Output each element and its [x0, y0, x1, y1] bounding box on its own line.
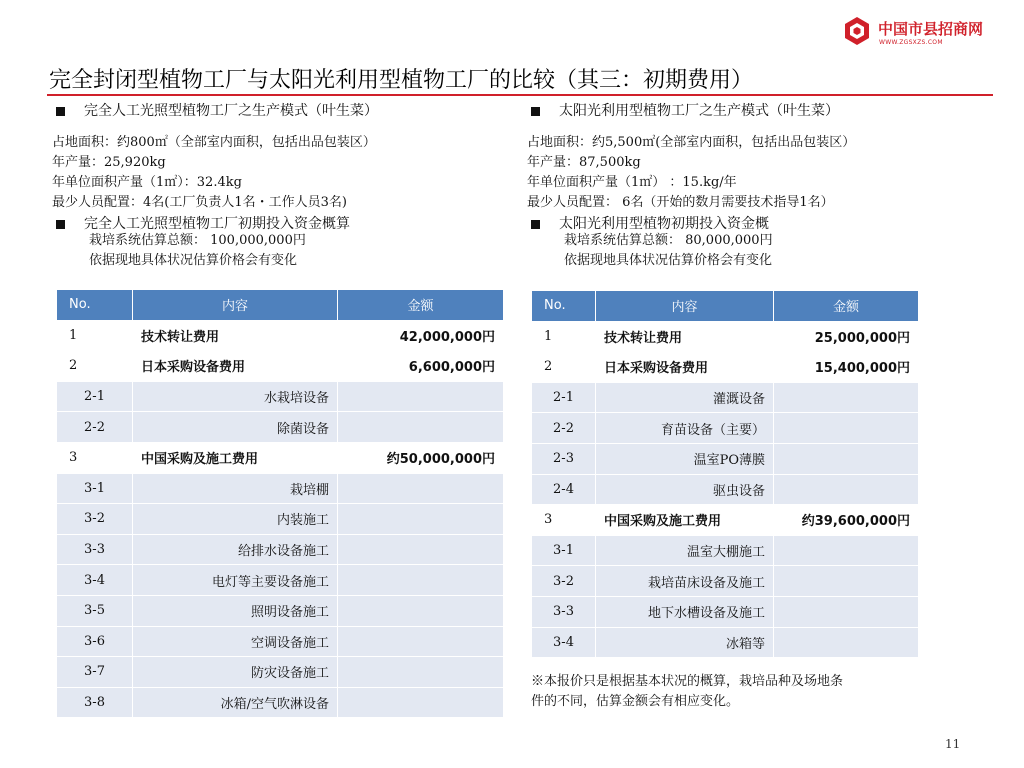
right-info2-line: 栽培系统估算总额： 80,000,000円: [564, 233, 773, 248]
table-row: [532, 474, 919, 505]
cell-no: 3: [57, 442, 133, 473]
cell-no: 2: [57, 351, 133, 382]
cell-no: 3-8: [57, 687, 133, 718]
cell-amount: [774, 566, 919, 597]
table-header-row: [57, 290, 504, 321]
left-heading: 完全人工光照型植物工厂之生产模式（叶生菜）: [52, 100, 504, 124]
logo-url: WWW.ZGSXZS.COM: [879, 39, 943, 46]
cell-amount: [338, 504, 504, 535]
cell-content: 栽培苗床设备及施工: [596, 566, 774, 597]
cell-no: 2-1: [532, 382, 596, 413]
cell-amount: 6,600,000円: [338, 351, 504, 382]
cell-amount: [338, 534, 504, 565]
cell-no: 2-4: [532, 474, 596, 505]
title-divider: [47, 94, 993, 96]
cell-content: 水栽培设备: [133, 381, 338, 412]
hexagon-logo-icon: [842, 16, 872, 46]
cell-amount: [774, 627, 919, 658]
cell-amount: 约39,600,000円: [774, 505, 919, 536]
table-row: [532, 627, 919, 658]
cell-amount: [338, 473, 504, 504]
site-logo[interactable]: [842, 14, 1002, 54]
cell-amount: [338, 626, 504, 657]
cell-no: 3-2: [57, 504, 133, 535]
left-info2-line: 依据现地具体状况估算价格会有变化: [89, 253, 298, 268]
left-cost-table: [56, 289, 504, 718]
table-row: [57, 412, 504, 443]
cell-no: 3-5: [57, 595, 133, 626]
cell-amount: [338, 687, 504, 718]
table-row: [532, 321, 919, 352]
cell-no: 3-1: [532, 535, 596, 566]
cell-content: 中国采购及施工费用: [133, 442, 338, 473]
right-heading: 太阳光利用型植物工厂之生产模式（叶生菜）: [527, 100, 947, 124]
header-no: No.: [532, 291, 596, 322]
table-row: [57, 626, 504, 657]
cell-amount: [338, 412, 504, 443]
cell-no: 1: [532, 321, 596, 352]
cell-content: 内装施工: [133, 504, 338, 535]
cell-no: 3-3: [57, 534, 133, 565]
page-title: 完全封闭型植物工厂与太阳光利用型植物工厂的比较（其三：初期费用）: [49, 68, 754, 93]
right-cost-table: [531, 290, 919, 658]
left-info2-line: 栽培系统估算总额： 100,000,000円: [89, 233, 306, 248]
cell-no: 1: [57, 320, 133, 351]
header-content: 内容: [133, 290, 338, 321]
cell-amount: [774, 474, 919, 505]
table-row: [532, 596, 919, 627]
table-row: [532, 413, 919, 444]
right-info-line: 最少人员配置： 6名（开始的数月需要技术指导1名）: [527, 195, 834, 210]
header-amount: 金额: [774, 291, 919, 322]
header-no: No.: [57, 290, 133, 321]
price-note: [531, 672, 951, 712]
cell-content: 技术转让费用: [133, 320, 338, 351]
note-line: ※本报价只是根据基本状况的概算，栽培品种及场地条: [531, 674, 844, 689]
left-info-2: [52, 231, 504, 271]
table-row: [532, 535, 919, 566]
right-info2-line: 依据现地具体状况估算价格会有变化: [564, 253, 773, 268]
right-info-line: 年产量：87,500kg: [527, 155, 641, 170]
cell-amount: [774, 535, 919, 566]
table-row: [532, 382, 919, 413]
cell-content: 冰箱等: [596, 627, 774, 658]
left-heading-2: 完全人工光照型植物工厂初期投入资金概算: [52, 213, 504, 237]
table-row: [57, 687, 504, 718]
right-heading-2: 太阳光利用型植物初期投入资金概: [527, 213, 947, 237]
cell-content: 栽培棚: [133, 473, 338, 504]
table-row: [532, 566, 919, 597]
cell-content: 育苗设备（主要）: [596, 413, 774, 444]
cell-no: 2-1: [57, 381, 133, 412]
cell-no: 3-6: [57, 626, 133, 657]
right-info-line: 年单位面积产量（1㎡） ：15.kg/年: [527, 175, 737, 190]
cell-no: 2: [532, 352, 596, 383]
left-info-line: 年产量：25,920kg: [52, 155, 166, 170]
header-amount: 金额: [338, 290, 504, 321]
table-row: [532, 443, 919, 474]
table-row: [532, 352, 919, 383]
cell-content: 给排水设备施工: [133, 534, 338, 565]
cell-no: 3-4: [57, 565, 133, 596]
right-info-2: [527, 231, 947, 271]
table-row: [57, 595, 504, 626]
cell-content: 驱虫设备: [596, 474, 774, 505]
cell-amount: [338, 381, 504, 412]
cell-content: 日本采购设备费用: [133, 351, 338, 382]
cell-amount: [774, 443, 919, 474]
cell-amount: 25,000,000円: [774, 321, 919, 352]
table-row: [57, 381, 504, 412]
table-row: [57, 534, 504, 565]
cell-amount: [338, 657, 504, 688]
cell-no: 3-4: [532, 627, 596, 658]
cell-content: 中国采购及施工费用: [596, 505, 774, 536]
left-section: [52, 100, 504, 271]
cell-amount: [774, 596, 919, 627]
cell-no: 3-7: [57, 657, 133, 688]
cell-content: 照明设备施工: [133, 595, 338, 626]
left-info-line: 占地面积：约800㎡（全部室内面积，包括出品包装区）: [52, 135, 376, 150]
cell-no: 2-2: [532, 413, 596, 444]
cell-content: 灌溉设备: [596, 382, 774, 413]
cell-amount: 约50,000,000円: [338, 442, 504, 473]
cell-no: 2-2: [57, 412, 133, 443]
right-info-line: 占地面积：约5,500㎡(全部室内面积，包括出品包装区）: [527, 135, 856, 150]
cell-amount: 42,000,000円: [338, 320, 504, 351]
cell-no: 3-2: [532, 566, 596, 597]
cell-content: 冰箱/空气吹淋设备: [133, 687, 338, 718]
table-row: [57, 473, 504, 504]
cell-no: 3: [532, 505, 596, 536]
cell-content: 除菌设备: [133, 412, 338, 443]
right-section: [527, 100, 947, 271]
cell-amount: [774, 382, 919, 413]
table-row: [57, 351, 504, 382]
cell-content: 技术转让费用: [596, 321, 774, 352]
cell-amount: 15,400,000円: [774, 352, 919, 383]
cell-no: 3-1: [57, 473, 133, 504]
page-number: 11: [945, 737, 961, 751]
cell-content: 电灯等主要设备施工: [133, 565, 338, 596]
logo-name: 中国市县招商网: [878, 20, 984, 38]
cell-content: 温室大棚施工: [596, 535, 774, 566]
cell-amount: [774, 413, 919, 444]
table-header-row: [532, 291, 919, 322]
table-row: [57, 565, 504, 596]
left-table-body: [57, 320, 504, 718]
cell-content: 地下水槽设备及施工: [596, 596, 774, 627]
left-info: [52, 133, 504, 213]
cell-no: 2-3: [532, 443, 596, 474]
cell-no: 3-3: [532, 596, 596, 627]
cell-content: 温室PO薄膜: [596, 443, 774, 474]
left-info-line: 年单位面积产量（1㎡）：32.4kg: [52, 175, 242, 190]
cell-content: 空调设备施工: [133, 626, 338, 657]
right-table-body: [532, 321, 919, 658]
table-row: [57, 442, 504, 473]
right-info: [527, 133, 947, 213]
table-row: [532, 505, 919, 536]
table-row: [57, 320, 504, 351]
table-row: [57, 657, 504, 688]
cell-amount: [338, 565, 504, 596]
note-line: 件的不同，估算金额会有相应变化。: [531, 694, 740, 709]
table-row: [57, 504, 504, 535]
cell-content: 防灾设备施工: [133, 657, 338, 688]
header-content: 内容: [596, 291, 774, 322]
cell-amount: [338, 595, 504, 626]
cell-content: 日本采购设备费用: [596, 352, 774, 383]
left-info-line: 最少人员配置：4名(工厂负责人1名・工作人员3名): [52, 195, 347, 210]
